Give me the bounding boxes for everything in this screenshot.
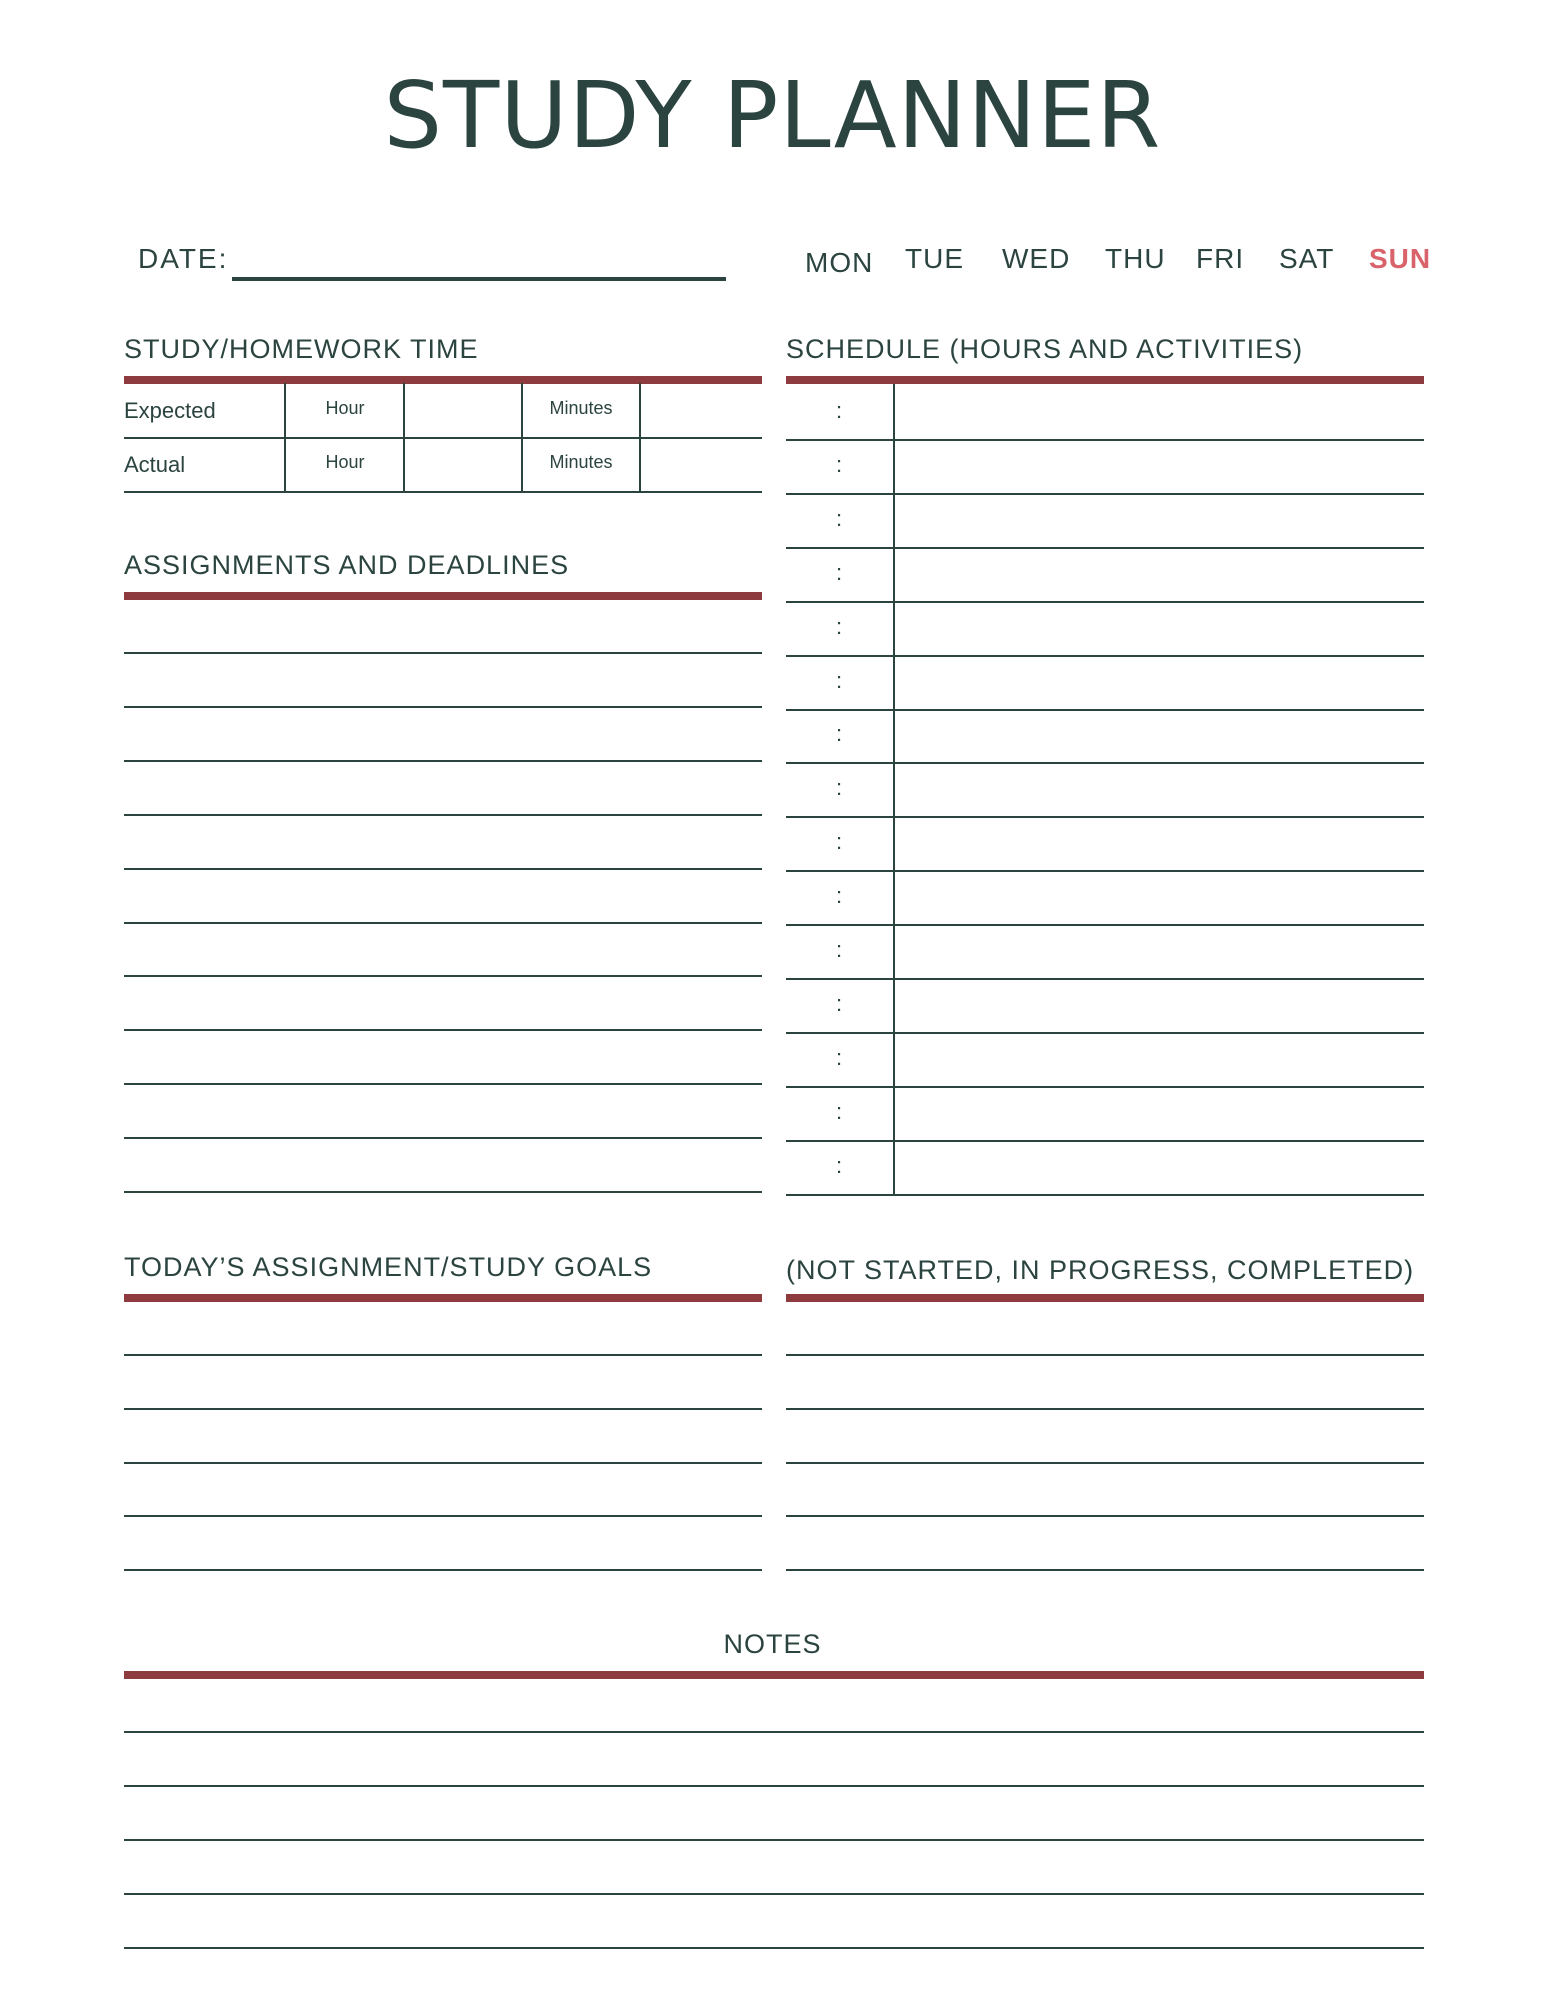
table-divider	[521, 383, 523, 492]
status-bar	[786, 1294, 1424, 1302]
time-separator: :	[835, 1152, 843, 1178]
assignment-line[interactable]	[124, 975, 762, 977]
study-time-row-label: Actual	[124, 452, 186, 477]
assignment-line[interactable]	[124, 706, 762, 708]
schedule-rule	[786, 1194, 1424, 1196]
assignments-heading: ASSIGNMENTS AND DEADLINES	[124, 550, 570, 580]
schedule-activity-input[interactable]	[896, 923, 1424, 975]
date-field-line[interactable]	[232, 277, 726, 281]
time-separator: :	[835, 937, 843, 962]
status-heading: (NOT STARTED, IN PROGRESS, COMPLETED)	[786, 1255, 1415, 1285]
schedule-time-input[interactable]	[786, 600, 892, 652]
goal-line[interactable]	[124, 1515, 762, 1517]
time-separator: :	[835, 613, 843, 639]
schedule-activity-input[interactable]	[896, 869, 1424, 921]
assignment-line[interactable]	[124, 1137, 762, 1139]
schedule-activity-input[interactable]	[896, 1139, 1424, 1191]
time-separator: :	[835, 883, 843, 909]
time-separator: :	[835, 451, 843, 477]
schedule-time-input[interactable]	[786, 438, 892, 490]
time-separator: :	[835, 559, 843, 585]
page-title: STUDY PLANNER	[383, 62, 1162, 169]
schedule-activity-input[interactable]	[896, 815, 1424, 867]
schedule-time-input[interactable]	[786, 815, 892, 867]
hour-label: Hour	[325, 398, 365, 418]
goal-line[interactable]	[124, 1569, 762, 1571]
day-sun[interactable]: SUN	[1369, 243, 1432, 274]
schedule-heading: SCHEDULE (HOURS AND ACTIVITIES)	[786, 334, 1304, 364]
schedule-time-input[interactable]	[786, 761, 892, 813]
day-tue[interactable]: TUE	[905, 243, 964, 274]
assignments-bar	[124, 592, 762, 600]
day-sat[interactable]: SAT	[1279, 243, 1335, 274]
time-separator: :	[835, 667, 843, 693]
time-separator: :	[835, 829, 843, 855]
note-line[interactable]	[124, 1839, 1424, 1841]
assignment-line[interactable]	[124, 652, 762, 654]
schedule-divider	[893, 384, 895, 1196]
minutes-label: Minutes	[549, 452, 613, 472]
status-line[interactable]	[786, 1462, 1424, 1464]
schedule-activity-input[interactable]	[896, 438, 1424, 490]
note-line[interactable]	[124, 1893, 1424, 1895]
hour-input[interactable]	[404, 437, 522, 489]
time-separator: :	[835, 1044, 843, 1070]
schedule-activity-input[interactable]	[896, 492, 1424, 544]
day-fri[interactable]: FRI	[1196, 243, 1245, 274]
table-divider	[284, 383, 286, 492]
time-separator: :	[835, 505, 843, 531]
status-line[interactable]	[786, 1569, 1424, 1571]
table-rule	[124, 437, 762, 439]
schedule-time-input[interactable]	[786, 869, 892, 921]
table-divider	[639, 383, 641, 492]
assignment-line[interactable]	[124, 760, 762, 762]
assignment-line[interactable]	[124, 922, 762, 924]
goal-line[interactable]	[124, 1354, 762, 1356]
schedule-activity-input[interactable]	[896, 546, 1424, 598]
schedule-activity-input[interactable]	[896, 707, 1424, 759]
study-time-row-label: Expected	[124, 398, 216, 423]
goals-heading: TODAY’S ASSIGNMENT/STUDY GOALS	[124, 1252, 653, 1282]
time-separator: :	[835, 721, 843, 747]
schedule-time-input[interactable]	[786, 707, 892, 759]
schedule-bar	[786, 376, 1424, 384]
note-line[interactable]	[124, 1947, 1424, 1949]
schedule-time-input[interactable]	[786, 923, 892, 975]
goal-line[interactable]	[124, 1408, 762, 1410]
schedule-activity-input[interactable]	[896, 761, 1424, 813]
schedule-time-input[interactable]	[786, 492, 892, 544]
schedule-activity-input[interactable]	[896, 1031, 1424, 1083]
minutes-input[interactable]	[640, 383, 762, 435]
schedule-activity-input[interactable]	[896, 1085, 1424, 1137]
table-rule	[124, 491, 762, 493]
schedule-activity-input[interactable]	[896, 384, 1424, 436]
day-mon[interactable]: MON	[805, 247, 874, 278]
date-label: DATE:	[138, 243, 229, 274]
notes-bar	[124, 1671, 1424, 1679]
schedule-time-input[interactable]	[786, 977, 892, 1029]
assignment-line[interactable]	[124, 868, 762, 870]
hour-label: Hour	[325, 452, 365, 472]
study-time-heading: STUDY/HOMEWORK TIME	[124, 334, 479, 364]
status-line[interactable]	[786, 1515, 1424, 1517]
schedule-time-input[interactable]	[786, 1139, 892, 1191]
schedule-activity-input[interactable]	[896, 654, 1424, 706]
status-line[interactable]	[786, 1408, 1424, 1410]
goal-line[interactable]	[124, 1462, 762, 1464]
schedule-time-input[interactable]	[786, 1085, 892, 1137]
day-thu[interactable]: THU	[1105, 243, 1166, 274]
schedule-time-input[interactable]	[786, 546, 892, 598]
goals-bar	[124, 1294, 762, 1302]
schedule-time-input[interactable]	[786, 1031, 892, 1083]
time-separator: :	[835, 398, 843, 423]
notes-heading: NOTES	[723, 1629, 822, 1659]
assignment-line[interactable]	[124, 814, 762, 816]
time-separator: :	[835, 990, 843, 1016]
schedule-activity-input[interactable]	[896, 600, 1424, 652]
minutes-label: Minutes	[549, 398, 613, 418]
schedule-activity-input[interactable]	[896, 977, 1424, 1029]
status-line[interactable]	[786, 1354, 1424, 1356]
time-separator: :	[835, 775, 843, 801]
minutes-input[interactable]	[640, 437, 762, 489]
assignment-line[interactable]	[124, 1083, 762, 1085]
assignment-line[interactable]	[124, 1191, 762, 1193]
schedule-time-input[interactable]	[786, 384, 892, 436]
table-divider	[403, 383, 405, 492]
schedule-time-input[interactable]	[786, 654, 892, 706]
hour-input[interactable]	[404, 383, 522, 435]
time-separator: :	[835, 1098, 843, 1124]
note-line[interactable]	[124, 1785, 1424, 1787]
assignment-line[interactable]	[124, 1029, 762, 1031]
note-line[interactable]	[124, 1731, 1424, 1733]
day-wed[interactable]: WED	[1002, 243, 1071, 274]
